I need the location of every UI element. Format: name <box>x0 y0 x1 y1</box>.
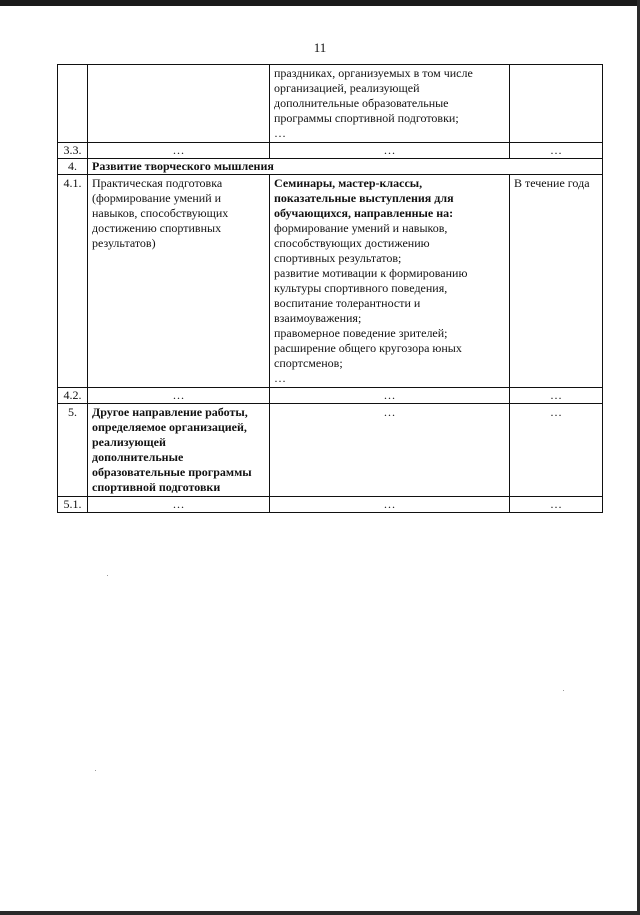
form-line: Практическая подготовка <box>92 176 223 190</box>
time-cell: … <box>510 388 603 404</box>
time-cell: … <box>510 404 603 497</box>
section-number-cell: 4. <box>58 159 88 175</box>
event-line: программы спортивной подготовки; <box>274 111 459 125</box>
time-cell <box>510 65 603 143</box>
event-line: дополнительные образовательные <box>274 96 449 110</box>
row-number-cell: 4.1. <box>58 175 88 388</box>
form-cell <box>88 175 270 388</box>
event-heading-line: Семинары, мастер-классы, <box>274 176 423 190</box>
table-row-5 <box>58 404 603 497</box>
event-line: формирование умений и навыков, <box>274 221 448 235</box>
table-row-3-3 <box>58 143 603 159</box>
form-cell: … <box>88 388 270 404</box>
section-title: Развитие творческого мышления <box>88 159 603 175</box>
section-row-4 <box>58 159 603 175</box>
form-line: достижению спортивных <box>92 221 222 235</box>
event-cell: … <box>270 388 510 404</box>
row-number-cell: 4.2. <box>58 388 88 404</box>
form-cell: … <box>88 143 270 159</box>
form-cell <box>88 65 270 143</box>
event-line: … <box>274 126 286 140</box>
event-heading-line: показательные выступления для <box>274 191 454 205</box>
row-number-cell: 5.1. <box>58 497 88 513</box>
form-line: (формирование умений и <box>92 191 222 205</box>
plan-table <box>57 64 603 513</box>
event-line: спортсменов; <box>274 356 343 370</box>
event-line: воспитание толерантности и <box>274 296 421 310</box>
form-line: спортивной подготовки <box>92 480 221 494</box>
form-line: дополнительные <box>92 450 184 464</box>
event-line: праздниках, организуемых в том числе <box>274 66 473 80</box>
time-cell: В течение года <box>510 175 603 388</box>
scan-edge-bottom <box>0 911 640 915</box>
form-line: результатов) <box>92 236 156 250</box>
time-cell: … <box>510 497 603 513</box>
row-number-cell: 5. <box>58 404 88 497</box>
scan-speck <box>563 690 564 691</box>
table-row-4-2 <box>58 388 603 404</box>
scan-speck <box>95 770 96 771</box>
event-heading-line: обучающихся, направленные на: <box>274 206 454 220</box>
event-line: спортивных результатов; <box>274 251 402 265</box>
row-number-cell <box>58 65 88 143</box>
event-line: правомерное поведение зрителей; <box>274 326 448 340</box>
event-line: расширение общего кругозора юных <box>274 341 462 355</box>
event-line: развитие мотивации к формированию <box>274 266 468 280</box>
form-line: Другое направление работы, <box>92 405 248 419</box>
table-row-4-1 <box>58 175 603 388</box>
form-line: определяемое организацией, <box>92 420 247 434</box>
scan-speck <box>107 575 108 576</box>
form-cell: … <box>88 497 270 513</box>
form-line: реализующей <box>92 435 166 449</box>
event-line: взаимоуважения; <box>274 311 362 325</box>
form-line: образовательные программы <box>92 465 252 479</box>
row-number-cell: 3.3. <box>58 143 88 159</box>
form-line: навыков, способствующих <box>92 206 229 220</box>
event-cell: … <box>270 497 510 513</box>
form-cell <box>88 404 270 497</box>
scan-edge-top <box>0 0 640 6</box>
event-cell: … <box>270 404 510 497</box>
table-row-5-1 <box>58 497 603 513</box>
event-line: … <box>274 371 286 385</box>
page-number: 11 <box>313 40 327 55</box>
event-line: организацией, реализующей <box>274 81 420 95</box>
time-cell: … <box>510 143 603 159</box>
event-cell <box>270 175 510 388</box>
event-line: культуры спортивного поведения, <box>274 281 448 295</box>
table-row-continued <box>58 65 603 143</box>
event-cell: … <box>270 143 510 159</box>
event-cell <box>270 65 510 143</box>
event-line: способствующих достижению <box>274 236 430 250</box>
